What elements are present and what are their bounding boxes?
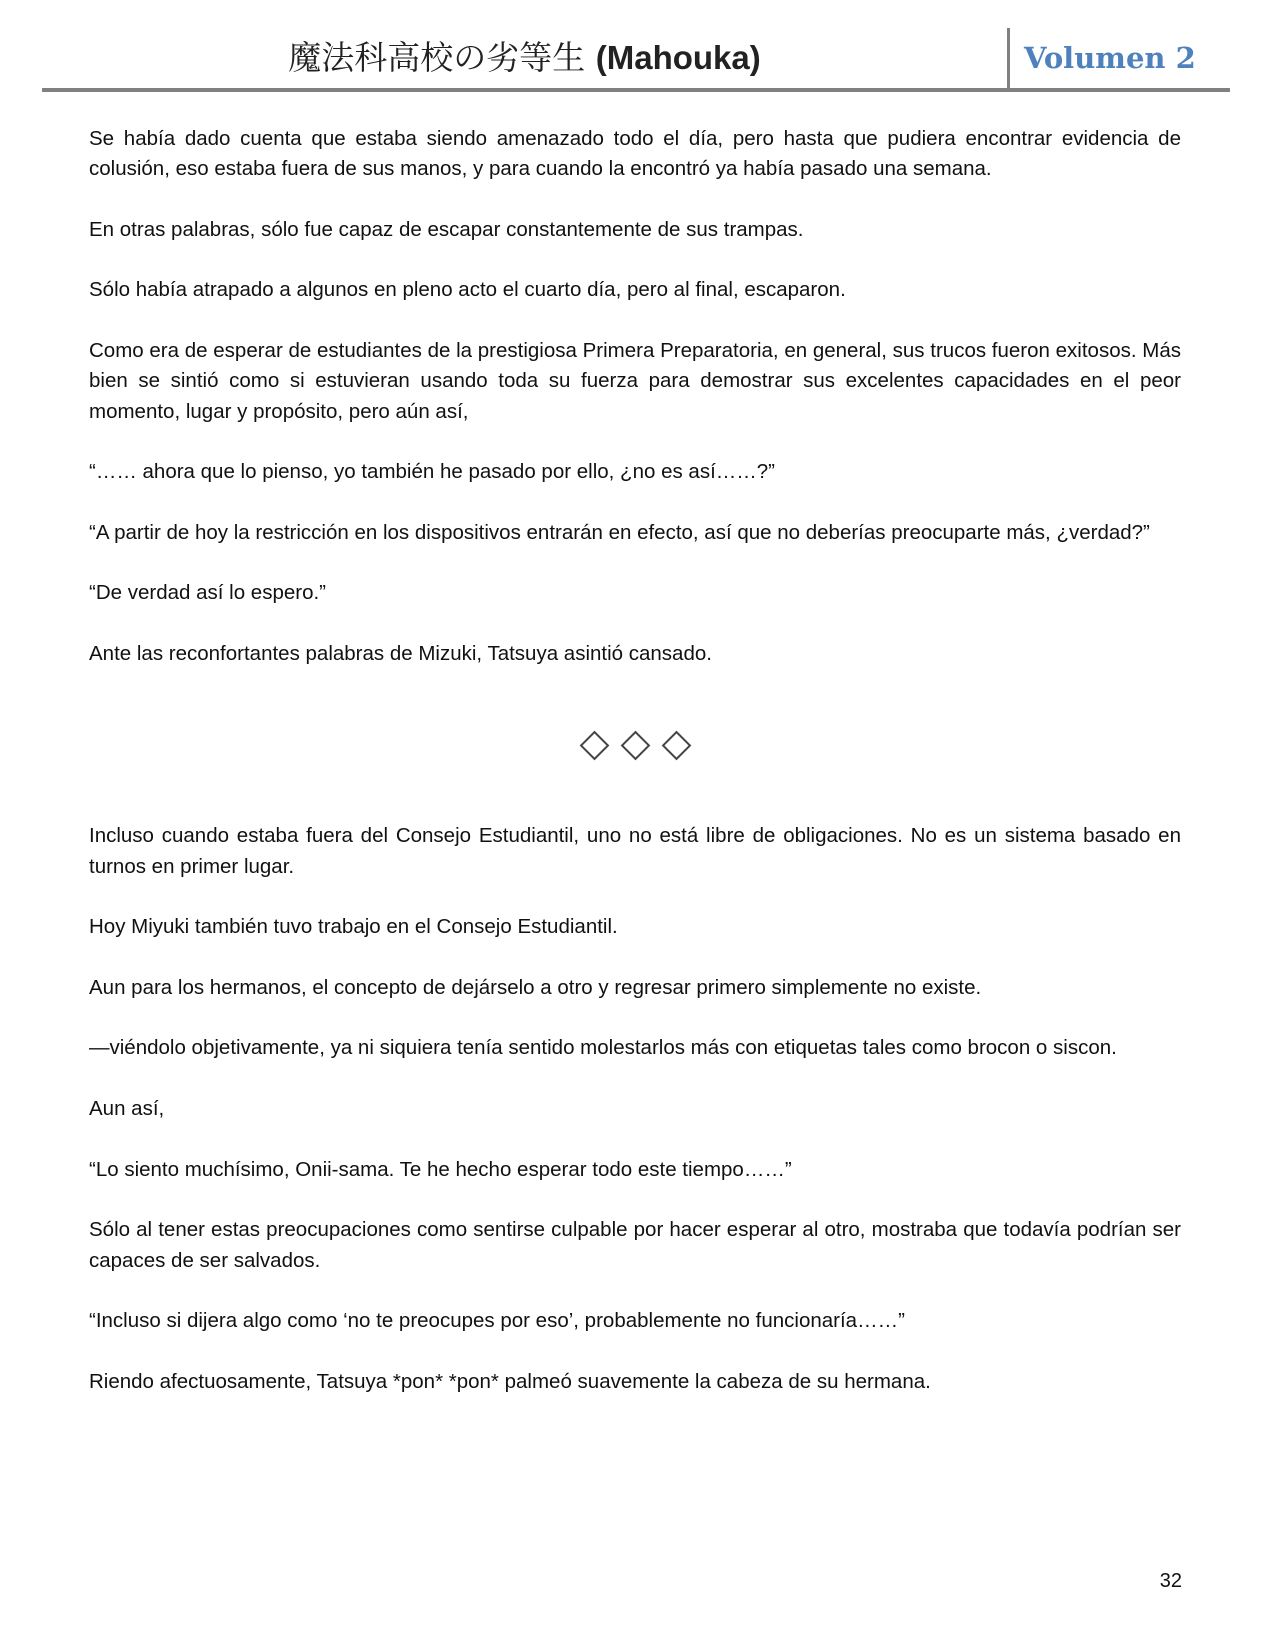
paragraph: —viéndolo objetivamente, ya ni siquiera tenía sentido molestarlos más con etiquetas tales como brocon o siscon. xyxy=(89,1036,1117,1060)
book-title-japanese: 魔法科高校の劣等生 xyxy=(288,38,586,77)
header-divider xyxy=(1007,28,1010,90)
paragraph: Sólo había atrapado a algunos en pleno acto el cuarto día, pero al final, escaparon. xyxy=(89,278,846,302)
paragraph: Aun así, xyxy=(89,1097,165,1121)
paragraph: En otras palabras, sólo fue capaz de escapar constantemente de sus trampas. xyxy=(89,217,804,241)
paragraph: Aun para los hermanos, el concepto de dejárselo a otro y regresar primero simplemente no existe. xyxy=(89,975,982,999)
paragraph: “Lo siento muchísimo, Onii-sama. Te he hecho esperar todo este tiempo……” xyxy=(89,1157,792,1181)
scene-separator xyxy=(89,669,1181,821)
paragraph: Riendo afectuosamente, Tatsuya *pon* *pon* palmeó suavemente la cabeza de su hermana. xyxy=(89,1369,931,1393)
paragraph: “…… ahora que lo pienso, yo también he pasado por ello, ¿no es así……?” xyxy=(89,460,775,484)
diamond-icon xyxy=(661,730,691,760)
paragraph: Hoy Miyuki también tuvo trabajo en el Consejo Estudiantil. xyxy=(89,915,618,939)
book-title xyxy=(42,36,1007,80)
paragraph: Sólo al tener estas preocupaciones como sentirse culpable por hacer esperar al otro, mostraba que todavía podrían ser capaces de ser salvados. xyxy=(89,1218,1181,1272)
page-number: 32 xyxy=(1159,1570,1182,1592)
volume-label: Volumen 2 xyxy=(1024,41,1196,75)
paragraph: “De verdad así lo espero.” xyxy=(89,581,327,605)
header-rule xyxy=(42,88,1230,92)
paragraph: Ante las reconfortantes palabras de Mizuki, Tatsuya asintió cansado. xyxy=(89,642,712,666)
diamond-icon xyxy=(620,730,650,760)
paragraph: Incluso cuando estaba fuera del Consejo Estudiantil, uno no está libre de obligaciones. No es un sistema basado en turnos en primer lugar. xyxy=(89,824,1181,878)
paragraph: Como era de esperar de estudiantes de la prestigiosa Primera Preparatoria, en general, sus trucos fueron exitosos. Más bien se sintió como si estuvieran usando toda su fuerza para demostrar sus excelentes capacidades en el peor momento, lugar y propósito, pero aún así, xyxy=(89,339,1181,423)
paragraph: Se había dado cuenta que estaba siendo amenazado todo el día, pero hasta que pudiera encontrar evidencia de colusión, eso estaba fuera de sus manos, y para cuando la encontró ya había pasado una semana. xyxy=(89,127,1181,181)
paragraph: “A partir de hoy la restricción en los dispositivos entrarán en efecto, así que no deberías preocuparte más, ¿verdad?” xyxy=(89,520,1150,544)
paragraph: “Incluso si dijera algo como ‘no te preocupes por eso’, probablemente no funcionaría……” xyxy=(89,1309,905,1333)
page-body xyxy=(89,124,1181,1427)
book-title-latin: (Mahouka) xyxy=(595,39,761,76)
page-header xyxy=(42,28,1230,94)
diamond-icon xyxy=(579,730,609,760)
